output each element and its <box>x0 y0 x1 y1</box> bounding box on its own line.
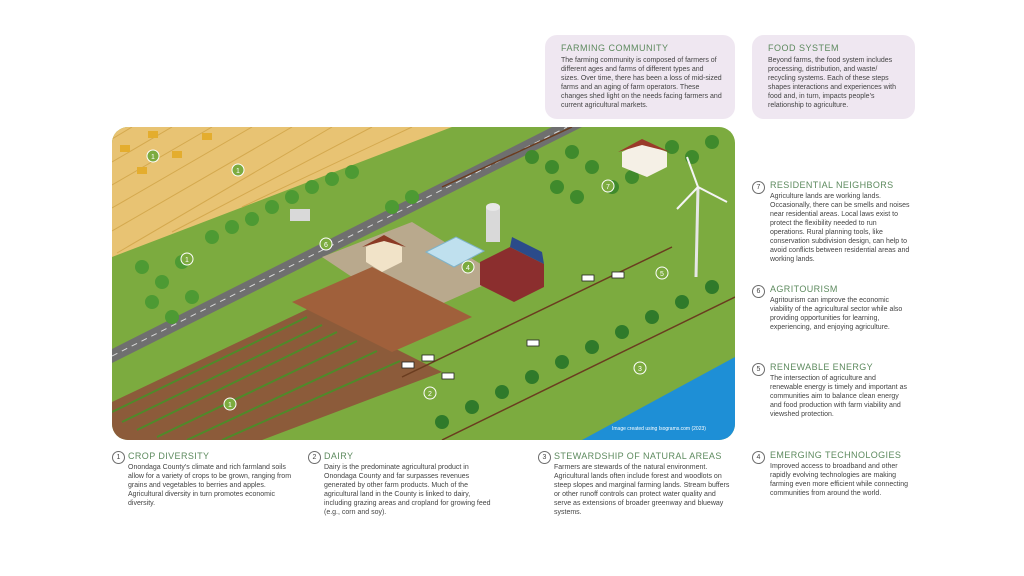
marker-crop-diversity-4 <box>224 398 236 410</box>
svg-text:3: 3 <box>638 366 642 373</box>
bottom-item-body: Onondaga County’s climate and rich farmland soils allow for a variety of crops to be grown, ranging from grains and vegetables to berries and apples. Agricultural diversity in turn promotes economic diversity. <box>128 464 292 507</box>
number-badge: 7 <box>752 181 765 194</box>
marker-agritourism <box>320 238 332 250</box>
silo <box>486 207 500 242</box>
marker-dairy <box>424 387 436 399</box>
svg-text:1: 1 <box>228 402 232 409</box>
number-badge: 4 <box>752 451 765 464</box>
side-item-body: Agriculture lands are working lands. Occasionally, there can be smells and noises near residential areas. Local laws exist to protect the flexibility needed to run operations. Rural planning tools, like conservation subdivision design, can help to avoid conflicts between residential areas and working lands. <box>770 193 910 263</box>
svg-text:5: 5 <box>660 271 664 278</box>
marker-crop-diversity-2 <box>232 164 244 176</box>
farm-stand <box>290 209 310 221</box>
svg-text:4: 4 <box>466 265 470 272</box>
side-item-body: The intersection of agriculture and renewable energy is timely and important as communities aim to balance clean energy and food production with farm viability and viewshed protection. <box>770 375 907 418</box>
side-item-title: AGRITOURISM <box>770 284 838 294</box>
side-item-body: Improved access to broadband and other rapidly evolving technologies are making farming even more efficient while connecting communities from around the world. <box>770 463 909 497</box>
svg-text:2: 2 <box>428 391 432 398</box>
svg-text:6: 6 <box>324 242 328 249</box>
number-badge: 2 <box>308 451 321 464</box>
svg-text:1: 1 <box>185 257 189 264</box>
number-badge: 6 <box>752 285 765 298</box>
number-badge: 5 <box>752 363 765 376</box>
marker-crop-diversity-3 <box>181 253 193 265</box>
wind-turbine-tower <box>696 187 698 277</box>
farming-community-card <box>545 35 735 119</box>
farm-scene-svg <box>112 127 735 440</box>
food-system-card <box>752 35 915 119</box>
farming-community-title: FARMING COMMUNITY <box>561 43 669 53</box>
food-system-body: Beyond farms, the food system includes processing, distribution, and waste/ recycling systems. Each of these steps shapes interactions and experiences with food and, in turn, impacts people’s relationship to agriculture. <box>768 57 897 109</box>
side-item-body: Agritourism can improve the economic viability of the agricultural sector while also providing opportunities for learning, experiencing, and enjoying agriculture. <box>770 297 903 331</box>
marker-stewardship <box>634 362 646 374</box>
number-badge: 3 <box>538 451 551 464</box>
bottom-item-body: Dairy is the predominate agricultural product in Onondaga County and far surpasses revenues generated by other farm products. Much of the agricultural land in the County is linked to dairy, including grazing areas and cropland for growing feed (e.g., corn and soy). <box>324 464 491 516</box>
farming-community-body: The farming community is composed of farmers of different ages and farms of different types and sizes. Over time, there has been a loss of mid-sized farms and an aging of farm operators. These changes shed light on the needs facing farmers and current agricultural markets. <box>561 57 722 109</box>
number-badge: 1 <box>112 451 125 464</box>
bottom-item-title: CROP DIVERSITY <box>128 451 210 461</box>
svg-text:1: 1 <box>236 168 240 175</box>
svg-text:1: 1 <box>151 154 155 161</box>
silo-top <box>486 203 500 211</box>
image-credit: Image created using Isograms.com (2023) <box>612 426 706 432</box>
side-item-title: EMERGING TECHNOLOGIES <box>770 450 902 460</box>
bottom-item-title: STEWARDSHIP OF NATURAL AREAS <box>554 451 722 461</box>
side-item-title: RESIDENTIAL NEIGHBORS <box>770 180 894 190</box>
marker-renewable <box>656 267 668 279</box>
farm-illustration <box>112 127 735 440</box>
food-system-title: FOOD SYSTEM <box>768 43 840 53</box>
marker-technology <box>462 261 474 273</box>
side-item-title: RENEWABLE ENERGY <box>770 362 874 372</box>
marker-crop-diversity-1 <box>147 150 159 162</box>
bottom-item-title: DAIRY <box>324 451 354 461</box>
marker-residential <box>602 180 614 192</box>
bottom-item-body: Farmers are stewards of the natural environment. Agricultural lands often include forest and woodlots on steep slopes and marginal farming lands. Stream buffers or other runoff controls can protect water quality and serve as extensions of broader greenway and blueway systems. <box>554 464 730 516</box>
svg-text:7: 7 <box>606 184 610 191</box>
